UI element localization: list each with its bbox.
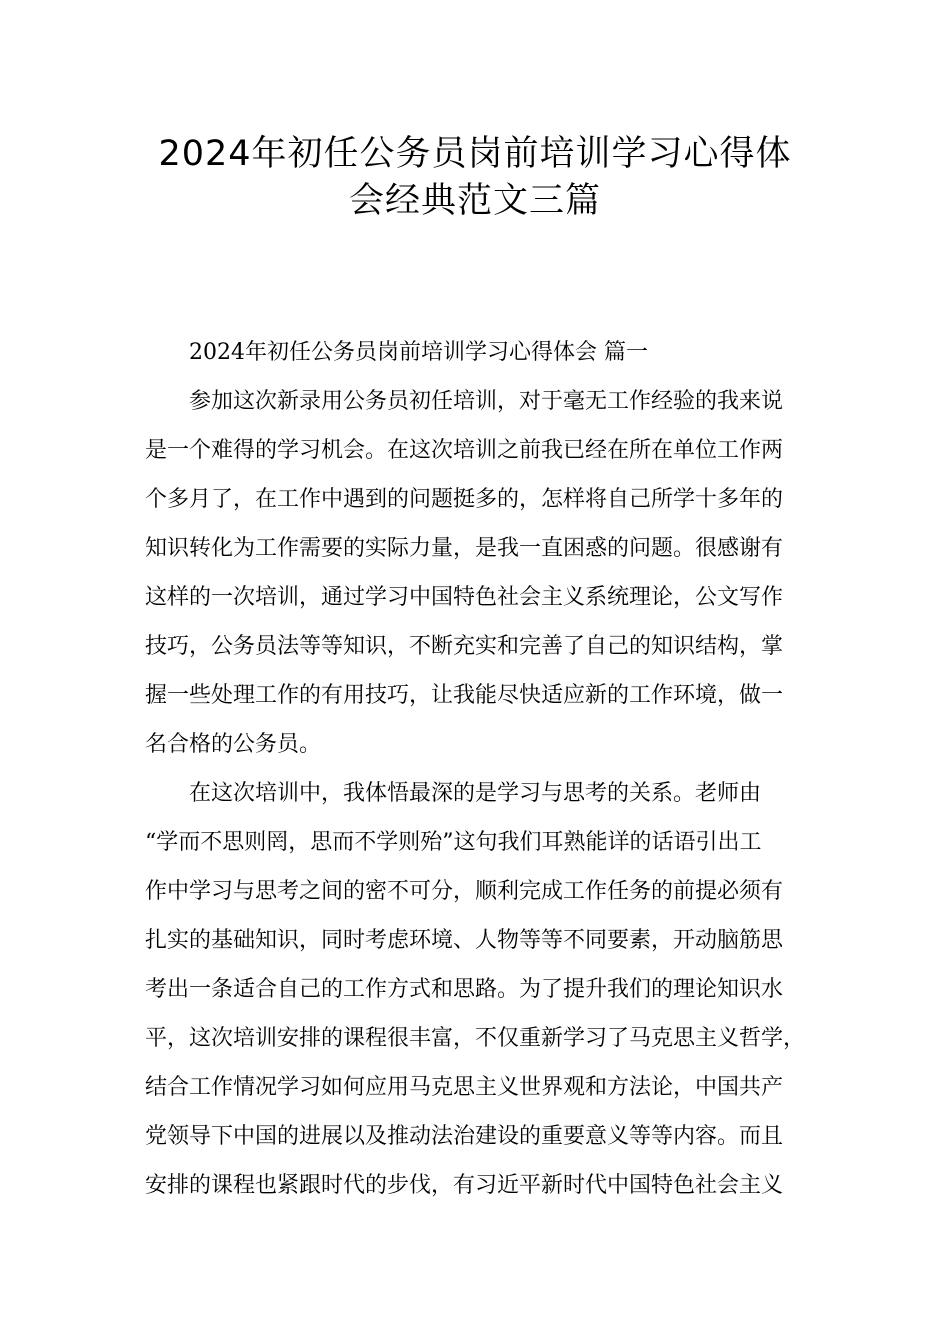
- paragraph-2-line: 扎实的基础知识，同时考虑环境、人物等等不同要素，开动脑筋思: [145, 928, 784, 953]
- paragraph-2-line: 平，这次培训安排的课程很丰富，不仅重新学习了马克思主义哲学，: [145, 1026, 806, 1051]
- section-heading: 2024年初任公务员岗前培训学习心得体会 篇一: [189, 340, 648, 365]
- paragraph-2-line: 党领导下中国的进展以及推动法治建设的重要意义等等内容。而且: [145, 1124, 784, 1149]
- paragraph-1-line: 这样的一次培训，通过学习中国特色社会主义系统理论，公文写作: [145, 585, 784, 610]
- paragraph-2-line: 在这次培训中，我体悟最深的是学习与思考的关系。老师由: [189, 781, 762, 806]
- paragraph-1-line: 名合格的公务员。: [145, 732, 322, 757]
- paragraph-2-line: 结合工作情况学习如何应用马克思主义世界观和方法论，中国共产: [145, 1075, 784, 1100]
- document-title-line-2: 会经典范文三篇: [348, 181, 601, 221]
- paragraph-1-line: 知识转化为工作需要的实际力量，是我一直困惑的问题。很感谢有: [145, 536, 784, 561]
- paragraph-2-line: 考出一条适合自己的工作方式和思路。为了提升我们的理论知识水: [145, 977, 784, 1002]
- paragraph-1-line: 参加这次新录用公务员初任培训，对于毫无工作经验的我来说: [189, 389, 784, 414]
- document-title-line-1: 2024年初任公务员岗前培训学习心得体: [158, 134, 792, 174]
- paragraph-2-line: 作中学习与思考之间的密不可分，顺利完成工作任务的前提必须有: [145, 879, 784, 904]
- paragraph-2-line: “学而不思则罔，思而不学则殆”这句我们耳熟能详的话语引出工: [145, 830, 762, 855]
- paragraph-2-line: 安排的课程也紧跟时代的步伐，有习近平新时代中国特色社会主义: [145, 1173, 784, 1198]
- paragraph-1-line: 是一个难得的学习机会。在这次培训之前我已经在所在单位工作两: [145, 438, 784, 463]
- paragraph-1-line: 握一些处理工作的有用技巧，让我能尽快适应新的工作环境，做一: [145, 683, 784, 708]
- paragraph-1-line: 技巧，公务员法等等知识，不断充实和完善了自己的知识结构，掌: [145, 634, 784, 659]
- paragraph-1-line: 个多月了，在工作中遇到的问题挺多的，怎样将自己所学十多年的: [145, 487, 784, 512]
